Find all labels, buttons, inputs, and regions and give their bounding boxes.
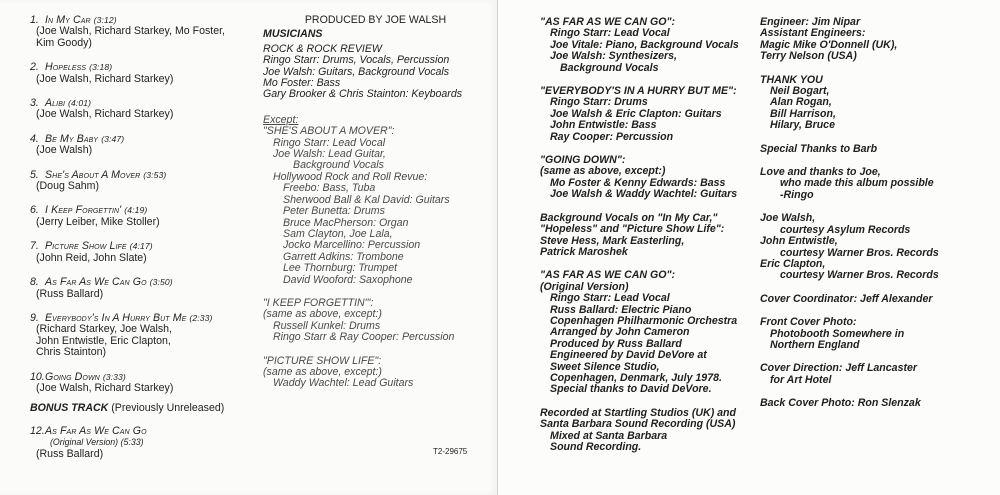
producer-credit: PRODUCED BY JOE WALSH (304, 14, 447, 26)
track-duration: (3:50) (149, 277, 173, 288)
credits-column-1 (540, 17, 760, 465)
track-title (45, 241, 153, 252)
track-duration: (4:01) (68, 98, 92, 109)
mover-line: Hollywood Rock and Roll Revue: (273, 170, 428, 183)
track-writers: (Doug Sahm) (36, 180, 99, 193)
credit-group (540, 408, 760, 454)
track-writers: (John Reid, John Slate) (36, 251, 147, 264)
credit-line: Background Vocals (560, 61, 659, 74)
credit-heading: Cover Direction: Jeff Lancaster (760, 362, 917, 375)
musician-line: Gary Brooker & Chris Stainton: Keyboards (263, 88, 463, 101)
right-page (498, 0, 1000, 495)
track-item (30, 277, 255, 300)
mover-line: David Wooford: Saxophone (283, 273, 413, 286)
track-item (30, 98, 255, 121)
picture-line: (same as above, except:) (263, 365, 382, 378)
catalog-number: T2-29675 (433, 447, 468, 456)
credit-group (760, 167, 990, 201)
credit-line: Sweet Silence Studio, (550, 360, 660, 373)
credit-line: John Entwistle: Bass (550, 119, 657, 132)
track-title-text: Everybody's In A Hurry But Me (45, 311, 187, 324)
track-number: 6. (30, 204, 39, 217)
mover-line: Sherwood Ball & Kal David: Guitars (283, 193, 450, 206)
track-item (30, 313, 255, 359)
track-number: 4. (30, 132, 39, 145)
credit-line: Ringo Starr: Lead Vocal (550, 292, 670, 305)
credit-group (540, 17, 760, 74)
credit-line: Photobooth Somewhere in (770, 327, 905, 340)
track-item (30, 241, 255, 264)
track-item (30, 62, 255, 85)
track-number: 7. (30, 240, 39, 253)
track-head (30, 62, 255, 73)
credit-line: Northern England (770, 338, 860, 351)
track-writers: (Russ Ballard) (36, 287, 104, 300)
credit-line: Terry Nelson (USA) (760, 50, 857, 63)
bonus-track-header: BONUS TRACK (Previously Unreleased) (30, 402, 225, 415)
musician-line: Ringo Starr: Drums, Vocals, Percussion (263, 54, 450, 67)
credit-group (540, 86, 760, 143)
credit-group (540, 155, 760, 201)
credit-heading: Back Cover Photo: Ron Slenzak (760, 397, 921, 410)
credit-line: courtesy Warner Bros. Records (780, 246, 939, 259)
track-duration: (3:18) (89, 62, 113, 73)
track-writers: Chris Stainton) (36, 346, 107, 359)
credit-line: Special thanks to David DeVore. (550, 383, 712, 396)
mover-line: Freebo: Bass, Tuba (283, 182, 376, 195)
track-head (30, 277, 255, 288)
track-writers: (Joe Walsh, Richard Starkey) (36, 72, 174, 85)
credit-line: Sound Recording. (550, 441, 642, 453)
credit-line: Russ Ballard: Electric Piano (550, 303, 692, 316)
credit-line: -Ringo (780, 188, 814, 201)
track-item (30, 170, 255, 193)
credit-line: Joe Walsh & Waddy Wachtel: Guitars (550, 188, 738, 201)
credit-heading: Joe Walsh, (760, 212, 816, 225)
credit-line: Mixed at Santa Barbara (550, 429, 668, 442)
credit-group (760, 144, 990, 155)
credit-line: Ray Cooper: Percussion (550, 130, 674, 143)
credit-heading: Recorded at Startling Studios (UK) and (540, 406, 736, 419)
track-number: 10. (30, 370, 45, 383)
credit-line: Joe Vitale: Piano, Background Vocals (550, 38, 739, 51)
credit-group (760, 363, 990, 386)
credit-line: Ringo Starr: Drums (550, 96, 648, 109)
track-duration: (3:12) (93, 15, 117, 25)
credit-group (540, 213, 760, 259)
credit-group (540, 270, 760, 395)
track-title (45, 277, 173, 288)
track-duration: (4:19) (124, 205, 148, 216)
forgettin-heading: "I KEEP FORGETTIN'": (263, 296, 374, 309)
track-title-text: I Keep Forgettin' (45, 204, 122, 217)
track-duration: (4:17) (129, 241, 153, 252)
credit-line: (same as above, except:) (540, 165, 666, 178)
credit-line: Eric Clapton, (760, 257, 826, 270)
track-writers: John Entwistle, Eric Clapton, (36, 334, 171, 347)
credit-line: John Entwistle, (760, 235, 838, 248)
credit-line: Copenhagen Philharmonic Orchestra (550, 314, 738, 327)
bonus-track: 12. As Far As We Can Go (Original Version) (5:33) (Russ Ballard) (30, 424, 147, 460)
track-title-text: In My Car (45, 14, 91, 26)
credit-heading: Background Vocals on "In My Car," (540, 211, 718, 224)
track-title-text: Hopeless (45, 61, 87, 74)
picture-line: Waddy Wachtel: Lead Guitars (273, 377, 414, 390)
track-writers: (Joe Walsh) (36, 144, 93, 157)
credit-line: Copenhagen, Denmark, July 1978. (550, 371, 722, 384)
track-duration: (3:33) (102, 371, 126, 382)
credit-heading: Special Thanks to Barb (760, 142, 878, 155)
left-page (0, 0, 498, 495)
track-number: 3. (30, 97, 39, 110)
musician-line: Joe Walsh: Guitars, Background Vocals (263, 65, 450, 78)
track-writers: (Joe Walsh, Richard Starkey, Mo Foster, (36, 25, 225, 38)
picture-heading: "PICTURE SHOW LIFE": (263, 354, 382, 367)
track-title-text: As Far As We Can Go (45, 276, 147, 289)
credit-line: (Original Version) (540, 280, 629, 293)
track-title-text: Alibi (45, 97, 66, 110)
except-heading: Except: (263, 113, 299, 126)
track-item (30, 205, 255, 228)
credit-line: Produced by Russ Ballard (550, 337, 682, 350)
musician-line: Mo Foster: Bass (263, 77, 341, 90)
mover-heading: "SHE'S ABOUT A MOVER": (263, 125, 395, 138)
musicians-heading: MUSICIANS (263, 28, 323, 41)
credit-group (760, 317, 990, 351)
credit-heading: "AS FAR AS WE CAN GO": (540, 269, 676, 282)
track-title (45, 62, 112, 73)
forgettin-line: Ringo Starr & Ray Cooper: Percussion (273, 331, 455, 344)
credit-line: Hilary, Bruce (770, 119, 835, 132)
track-number: 1. (30, 14, 39, 26)
credit-group (760, 17, 990, 63)
credit-heading: THANK YOU (760, 73, 823, 86)
track-duration: (3:47) (101, 133, 125, 144)
credit-line: Engineered by David DeVore at (550, 349, 707, 362)
track-title-text: Be My Baby (45, 132, 99, 145)
track-title-text: Picture Show Life (45, 240, 127, 253)
forgettin-line: Russell Kunkel: Drums (273, 319, 381, 332)
mover-line: Joe Walsh: Lead Guitar, (273, 148, 386, 161)
mover-line: Garrett Adkins: Trombone (283, 250, 404, 263)
mover-line: Bruce MacPherson: Organ (283, 216, 409, 229)
credit-line: Arranged by John Cameron (550, 326, 690, 339)
track-number: 8. (30, 276, 39, 289)
credit-heading: "EVERYBODY'S IN A HURRY BUT ME": (540, 85, 737, 98)
track-writers: (Richard Starkey, Joe Walsh, (36, 323, 172, 336)
track-writers: (Joe Walsh, Richard Starkey) (36, 381, 174, 394)
mover-line: Peter Bunetta: Drums (283, 205, 385, 218)
track-item (30, 372, 255, 395)
credit-line: Alan Rogan, (770, 96, 832, 109)
credit-heading: Cover Coordinator: Jeff Alexander (760, 292, 933, 305)
track-number: 5. (30, 168, 39, 181)
credit-heading: "GOING DOWN": (540, 154, 626, 167)
credit-line: Ringo Starr: Lead Vocal (550, 27, 670, 40)
credit-line: Santa Barbara Sound Recording (USA) (540, 418, 736, 431)
track-item (30, 134, 255, 157)
credit-heading: Front Cover Photo: (760, 316, 857, 329)
track-title-text: Going Down (45, 370, 100, 383)
credit-line: who made this album possible (780, 177, 934, 190)
mover-line: Jocko Marcellino: Percussion (283, 239, 421, 252)
track-number: 9. (30, 311, 39, 324)
track-duration: (3:53) (143, 169, 167, 180)
credit-line: Joe Walsh: Synthesizers, (550, 50, 677, 63)
track-writers: (Joe Walsh, Richard Starkey) (36, 108, 174, 121)
mover-line: Sam Clayton, Joe Lala, (283, 227, 393, 240)
track-number: 2. (30, 61, 39, 74)
credit-line: Mo Foster & Kenny Edwards: Bass (550, 176, 726, 189)
track-title-text: She's About A Mover (45, 168, 141, 181)
credits-column-2 (760, 17, 990, 422)
musician-line: ROCK & ROCK REVIEW (263, 42, 382, 55)
credit-heading: Engineer: Jim Nipar (760, 16, 861, 28)
credit-line: Magic Mike O'Donnell (UK), (760, 38, 898, 51)
credit-group (760, 213, 990, 281)
track-writers: (Jerry Leiber, Mike Stoller) (36, 215, 160, 228)
mover-line: Background Vocals (293, 159, 384, 172)
credit-line: Steve Hess, Mark Easterling, (540, 234, 685, 247)
credit-line: Patrick Maroshek (540, 245, 628, 258)
musicians-credits (263, 15, 488, 390)
credit-line: Bill Harrison, (770, 107, 836, 120)
track-head (30, 241, 255, 252)
credit-line: courtesy Asylum Records (780, 223, 911, 236)
credit-group (760, 75, 990, 132)
mover-line: Lee Thornburg: Trumpet (283, 262, 398, 275)
track-writers: Kim Goody) (36, 36, 92, 49)
credit-line: Neil Bogart, (770, 85, 830, 98)
forgettin-line: (same as above, except:) (263, 308, 382, 321)
credit-group (760, 398, 990, 409)
track-list (30, 15, 255, 473)
mover-line: Ringo Starr: Lead Vocal (273, 136, 386, 149)
credit-heading: "AS FAR AS WE CAN GO": (540, 16, 676, 28)
credit-line: courtesy Warner Bros. Records (780, 269, 939, 282)
credit-group (760, 294, 990, 305)
credit-line: Assistant Engineers: (760, 27, 866, 40)
credit-line: for Art Hotel (770, 373, 832, 386)
credit-line: "Hopeless" and "Picture Show Life": (540, 223, 725, 236)
track-item (30, 15, 255, 49)
credit-line: Joe Walsh & Eric Clapton: Guitars (550, 107, 722, 120)
track-duration: (2:33) (189, 312, 213, 323)
credit-heading: Love and thanks to Joe, (760, 166, 881, 179)
